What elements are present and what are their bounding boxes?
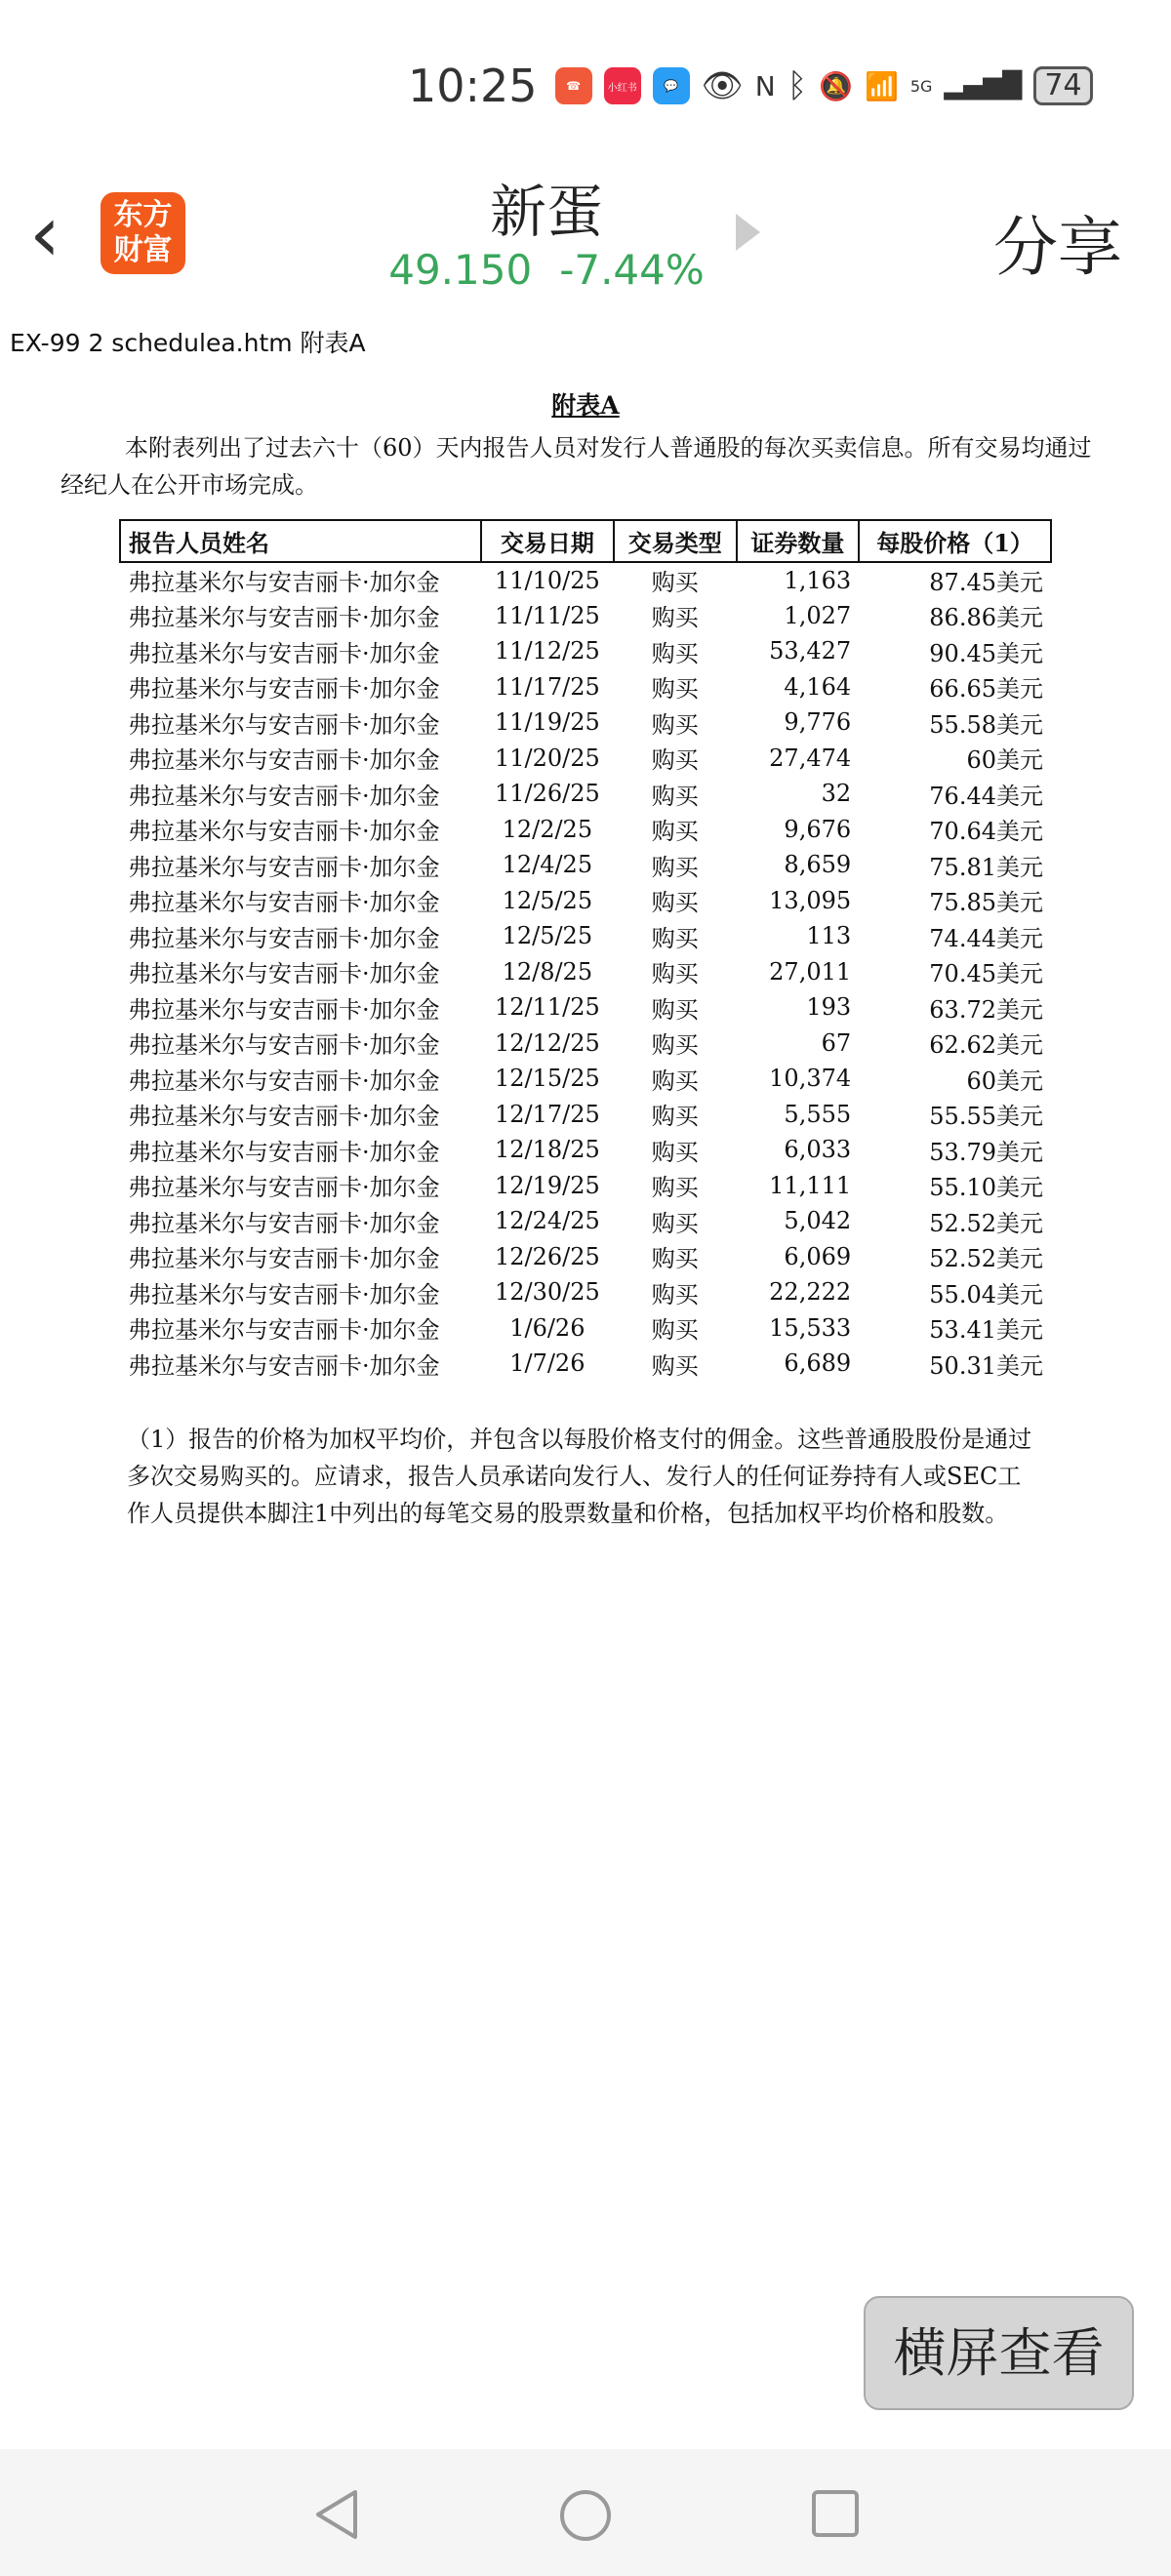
column-header-name: 报告人员姓名 (120, 520, 481, 562)
cell-date: 12/11/25 (494, 993, 600, 1022)
table-row (120, 1239, 1051, 1275)
cell-date: 11/11/25 (494, 601, 600, 629)
cell-price: 70.64美元 (929, 818, 1043, 846)
system-nav-bar (0, 2449, 1171, 2576)
stock-quote (371, 246, 722, 294)
cell-name: 弗拉基米尔与安吉丽卡·加尔金 (128, 1031, 440, 1060)
intro-paragraph: 本附表列出了过去六十（60）天内报告人员对发行人普通股的每次买卖信息。所有交易均通过经纪人在公开市场完成。 (61, 434, 1092, 499)
cell-quantity: 193 (806, 993, 852, 1022)
stock-name: 新蛋 (489, 179, 603, 245)
cell-type: 购买 (651, 1316, 699, 1345)
nfc-icon: N (754, 69, 776, 102)
cell-quantity: 8,659 (784, 851, 852, 879)
cell-quantity: 5,555 (784, 1100, 852, 1128)
cell-type: 购买 (651, 1138, 699, 1166)
cell-quantity: 32 (821, 780, 852, 808)
cell-type: 购买 (651, 746, 699, 775)
cell-type: 购买 (651, 675, 699, 704)
cell-price: 63.72美元 (929, 995, 1043, 1024)
cell-type: 购买 (651, 1103, 699, 1131)
cell-type: 购买 (651, 1067, 699, 1095)
table-row (120, 918, 1051, 954)
cell-name: 弗拉基米尔与安吉丽卡·加尔金 (128, 569, 440, 597)
schedule-heading: 附表A (551, 391, 620, 420)
cell-type: 购买 (651, 782, 699, 810)
cell-price: 66.65美元 (929, 675, 1043, 704)
cell-type: 购买 (651, 853, 699, 881)
cell-price: 53.79美元 (929, 1138, 1043, 1166)
cell-type: 购买 (651, 1174, 699, 1202)
cell-type: 购买 (651, 924, 699, 952)
table-row (120, 1310, 1051, 1347)
table-row (120, 598, 1051, 634)
table-row (120, 954, 1051, 990)
table-row (120, 1168, 1051, 1204)
table-row (120, 847, 1051, 883)
cell-name: 弗拉基米尔与安吉丽卡·加尔金 (128, 1067, 440, 1095)
cell-quantity: 53,427 (769, 637, 852, 665)
cell-price: 55.04美元 (929, 1280, 1043, 1308)
cell-name: 弗拉基米尔与安吉丽卡·加尔金 (128, 604, 440, 632)
cell-type: 购买 (651, 960, 699, 988)
cell-price: 52.52美元 (929, 1209, 1043, 1237)
cell-quantity: 15,533 (769, 1313, 852, 1342)
wifi-icon: 📶 (864, 69, 899, 102)
status-bar (408, 57, 1093, 115)
network-label: 5G (909, 76, 933, 96)
cell-quantity: 22,222 (769, 1278, 852, 1307)
cell-price: 87.45美元 (929, 569, 1043, 597)
play-arrow-icon[interactable] (736, 214, 760, 251)
cell-price: 70.45美元 (929, 960, 1043, 988)
landscape-view-button[interactable]: 横屏查看 (864, 2296, 1134, 2410)
table-row (120, 1061, 1051, 1097)
cell-name: 弗拉基米尔与安吉丽卡·加尔金 (128, 995, 440, 1024)
cell-quantity: 11,111 (769, 1171, 852, 1199)
cell-name: 弗拉基米尔与安吉丽卡·加尔金 (128, 1280, 440, 1308)
cell-name: 弗拉基米尔与安吉丽卡·加尔金 (128, 1103, 440, 1131)
app-logo (101, 192, 185, 274)
cell-quantity: 13,095 (769, 886, 852, 914)
cell-name: 弗拉基米尔与安吉丽卡·加尔金 (128, 818, 440, 846)
cell-name: 弗拉基米尔与安吉丽卡·加尔金 (128, 746, 440, 775)
cell-date: 12/26/25 (494, 1242, 600, 1270)
cell-quantity: 9,676 (784, 815, 852, 843)
cell-name: 弗拉基米尔与安吉丽卡·加尔金 (128, 639, 440, 667)
cell-date: 12/30/25 (494, 1278, 600, 1307)
mute-icon: 🔕 (819, 69, 853, 102)
cell-quantity: 6,033 (784, 1136, 852, 1164)
cell-type: 购买 (651, 639, 699, 667)
transactions-table (119, 519, 1052, 1382)
message-icon: 💬 (653, 67, 690, 104)
cell-price: 62.62美元 (929, 1031, 1043, 1060)
column-header-type: 交易类型 (614, 520, 737, 562)
cell-price: 60美元 (966, 746, 1043, 775)
stock-price: 49.150 (388, 246, 533, 294)
signal-icon: ▂▄▆█ (944, 71, 1023, 101)
cell-date: 12/5/25 (502, 886, 593, 914)
cell-name: 弗拉基米尔与安吉丽卡·加尔金 (128, 1209, 440, 1237)
xiaohongshu-icon: 小红书 (604, 67, 641, 104)
cell-quantity: 1,163 (784, 566, 852, 594)
table-row (120, 1346, 1051, 1382)
column-header-date: 交易日期 (481, 520, 614, 562)
cell-name: 弗拉基米尔与安吉丽卡·加尔金 (128, 960, 440, 988)
cell-date: 12/15/25 (494, 1065, 600, 1093)
cell-type: 购买 (651, 1351, 699, 1380)
cell-date: 12/8/25 (502, 957, 593, 986)
cell-quantity: 6,689 (784, 1349, 852, 1378)
cell-date: 11/12/25 (494, 637, 600, 665)
cell-name: 弗拉基米尔与安吉丽卡·加尔金 (128, 782, 440, 810)
table-row (120, 883, 1051, 919)
table-row (120, 1274, 1051, 1310)
cell-quantity: 67 (821, 1028, 852, 1057)
cell-type: 购买 (651, 818, 699, 846)
cell-quantity: 4,164 (784, 672, 852, 701)
cell-type: 购买 (651, 1245, 699, 1273)
cell-name: 弗拉基米尔与安吉丽卡·加尔金 (128, 1351, 440, 1380)
table-row (120, 1026, 1051, 1062)
table-row (120, 776, 1051, 812)
cell-type: 购买 (651, 995, 699, 1024)
cell-quantity: 10,374 (769, 1065, 852, 1093)
cell-date: 11/17/25 (494, 672, 600, 701)
cell-type: 购买 (651, 889, 699, 917)
cell-type: 购买 (651, 710, 699, 739)
logo-text: 东方财富 (113, 198, 173, 267)
cell-name: 弗拉基米尔与安吉丽卡·加尔金 (128, 1316, 440, 1345)
cell-price: 50.31美元 (929, 1351, 1043, 1380)
cell-price: 74.44美元 (929, 924, 1043, 952)
cell-name: 弗拉基米尔与安吉丽卡·加尔金 (128, 889, 440, 917)
cell-quantity: 27,474 (769, 744, 852, 772)
missed-call-icon: ☎ (555, 67, 592, 104)
cell-price: 55.55美元 (929, 1103, 1043, 1131)
cell-date: 12/19/25 (494, 1171, 600, 1199)
battery-indicator: 74 (1033, 66, 1092, 105)
table-row (120, 1203, 1051, 1239)
cell-quantity: 5,042 (784, 1207, 852, 1235)
cell-type: 购买 (651, 1031, 699, 1060)
cell-quantity: 1,027 (784, 601, 852, 629)
cell-name: 弗拉基米尔与安吉丽卡·加尔金 (128, 675, 440, 704)
cell-quantity: 6,069 (784, 1242, 852, 1270)
cell-type: 购买 (651, 1209, 699, 1237)
cell-name: 弗拉基米尔与安吉丽卡·加尔金 (128, 1138, 440, 1166)
cell-type: 购买 (651, 569, 699, 597)
cell-date: 11/10/25 (494, 566, 600, 594)
document-title: EX-99 2 schedulea.htm 附表A (10, 329, 366, 357)
cell-price: 55.58美元 (929, 710, 1043, 739)
cell-price: 76.44美元 (929, 782, 1043, 810)
cell-name: 弗拉基米尔与安吉丽卡·加尔金 (128, 1174, 440, 1202)
cell-date: 11/26/25 (494, 780, 600, 808)
column-header-price: 每股价格（1） (859, 520, 1051, 562)
back-button[interactable]: ‹ (29, 188, 61, 279)
cell-date: 12/2/25 (502, 815, 593, 843)
table-row (120, 741, 1051, 777)
stock-change: -7.44% (559, 246, 705, 294)
cell-date: 12/18/25 (494, 1136, 600, 1164)
cell-name: 弗拉基米尔与安吉丽卡·加尔金 (128, 853, 440, 881)
table-row (120, 1132, 1051, 1168)
cell-type: 购买 (651, 1280, 699, 1308)
table-row (120, 704, 1051, 741)
cell-quantity: 113 (806, 922, 852, 950)
recents-nav-icon[interactable] (810, 2488, 861, 2539)
cell-price: 86.86美元 (929, 604, 1043, 632)
footnote: （1）报告的价格为加权平均价，并包含以每股价格支付的佣金。这些普通股股份是通过多次交易购买的。应请求，报告人员承诺向发行人、发行人的任何证券持有人或SEC工作人员提供本脚注1中列出的每笔交易的股票数量和价格，包括加权平均价格和股数。 (127, 1426, 1032, 1527)
cell-name: 弗拉基米尔与安吉丽卡·加尔金 (128, 1245, 440, 1273)
cell-price: 75.81美元 (929, 853, 1043, 881)
eye-icon: 👁 (701, 66, 744, 105)
cell-quantity: 9,776 (784, 708, 852, 737)
table-row (120, 633, 1051, 669)
home-nav-icon[interactable] (558, 2488, 613, 2543)
table-row (120, 562, 1051, 598)
column-header-quantity: 证券数量 (737, 520, 860, 562)
cell-date: 1/7/26 (509, 1349, 586, 1378)
cell-date: 12/17/25 (494, 1100, 600, 1128)
cell-price: 53.41美元 (929, 1316, 1043, 1345)
cell-date: 12/4/25 (502, 851, 593, 879)
cell-price: 52.52美元 (929, 1245, 1043, 1273)
table-row (120, 1097, 1051, 1133)
cell-name: 弗拉基米尔与安吉丽卡·加尔金 (128, 710, 440, 739)
cell-date: 12/24/25 (494, 1207, 600, 1235)
cell-type: 购买 (651, 604, 699, 632)
cell-quantity: 27,011 (769, 957, 852, 986)
back-nav-icon[interactable] (310, 2488, 363, 2541)
cell-date: 12/12/25 (494, 1028, 600, 1057)
cell-price: 55.10美元 (929, 1174, 1043, 1202)
clock: 10:25 (408, 60, 538, 112)
share-button[interactable]: 分享 (993, 210, 1122, 285)
table-row (120, 812, 1051, 848)
cell-price: 90.45美元 (929, 639, 1043, 667)
bluetooth-icon: ᛒ (787, 66, 808, 105)
cell-date: 12/5/25 (502, 922, 593, 950)
cell-date: 1/6/26 (509, 1313, 586, 1342)
cell-date: 11/19/25 (494, 708, 600, 737)
table-row (120, 669, 1051, 705)
cell-name: 弗拉基米尔与安吉丽卡·加尔金 (128, 924, 440, 952)
cell-price: 75.85美元 (929, 889, 1043, 917)
cell-date: 11/20/25 (494, 744, 600, 772)
cell-price: 60美元 (966, 1067, 1043, 1095)
table-row (120, 989, 1051, 1026)
